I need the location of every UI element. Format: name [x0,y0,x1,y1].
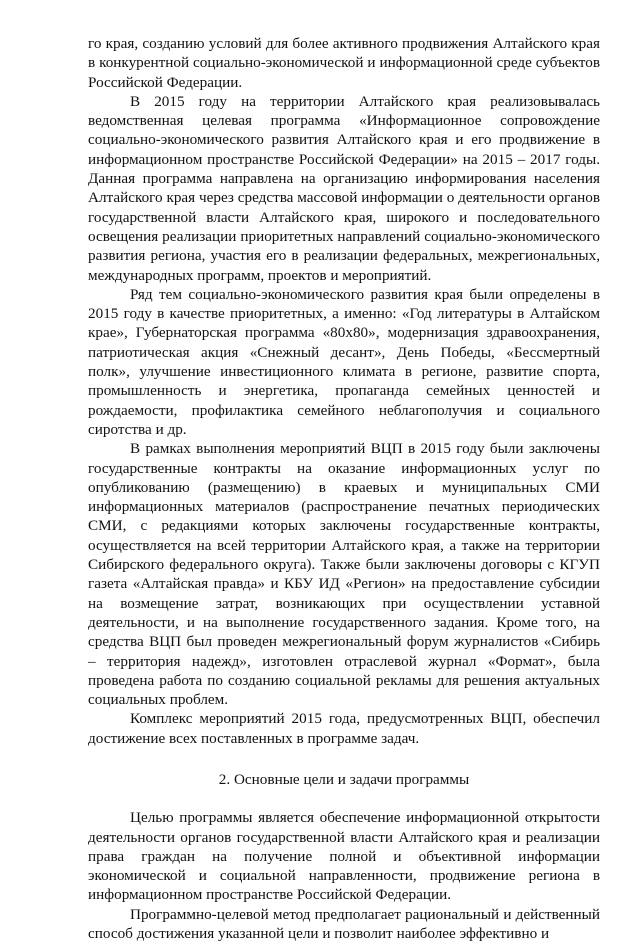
paragraph-program-2015: В 2015 году на территории Алтайского края реализовывалась ведомственная целевая программа «Информационное сопровождение социально-экономического развития Алтайского края и его продвижение в информационном пространстве Российской Федерации» на 2015 – 2017 годы. Данная программа направлена на организацию информирования населения Алтайского края через средства массовой информации о деятельности органов государственной власти Алтайского края, широкого и последовательного освещения реализации приоритетных направлений социально-экономического развития региона, участия его в реализации федеральных, межрегиональных, международных программ, проектов и мероприятий. [88,92,600,284]
paragraph-method: Программно-целевой метод предполагает рациональный и действенный способ достижения указанной цели и позволит наиболее эффективно и [88,905,600,943]
paragraph-priority-topics: Ряд тем социально-экономического развития края были определены в 2015 году в качестве приоритетных, а именно: «Год литературы в Алтайском крае», Губернаторская программа «80х80», модернизация здравоохранения, патриотическая акция «Снежный десант», День Победы, «Бессмертный полк», улучшение инвестиционного климата в регионе, развитие спорта, промышленность и энергетика, пропаганда семейных ценностей и рождаемости, профилактика семейного неблагополучия и социального сиротства и др. [88,285,600,438]
paragraph-continuation: го края, созданию условий для более активного продвижения Алтайского края в конкурентной социально-экономической и информационной среде субъектов Российской Федерации. [88,35,600,91]
paragraph-summary: Комплекс мероприятий 2015 года, предусмотренных ВЦП, обеспечил достижение всех поставленных в программе задач. [88,710,600,747]
section-title: 2. Основные цели и задачи программы [218,770,470,788]
paragraph-contracts: В рамках выполнения мероприятий ВЦП в 2015 году были заключены государственные контракты на оказание информационных услуг по опубликованию (размещению) в краевых и муниципальных СМИ информационных материалов (распространение печатных периодических СМИ, с редакциями которых заключены государственные контракты, осуществляется на всей территории Алтайского края, а также на территории Сибирского федерального округа). Также были заключены договоры с КГУП газета «Алтайская правда» и КБУ ИД «Регион» на предоставление субсидии на возмещение затрат, возникающих при осуществлении уставной деятельности, и на выполнение государственного задания. Кроме того, на средства ВЦП был проведен межрегиональный форум журналистов «Сибирь – территория надежд», изготовлен отраслевой журнал «Формат», была проведена работа по созданию социальной рекламы для решения актуальных социальных проблем. [88,440,600,709]
document-page [88,34,600,943]
paragraph-goal: Целью программы является обеспечение информационной открытости деятельности органов государственной власти Алтайского края и реализации права граждан на получение полной и объективной информации экономической и социальной направленности, продвижение региона в информационном пространстве Российской Федерации. [88,809,600,904]
